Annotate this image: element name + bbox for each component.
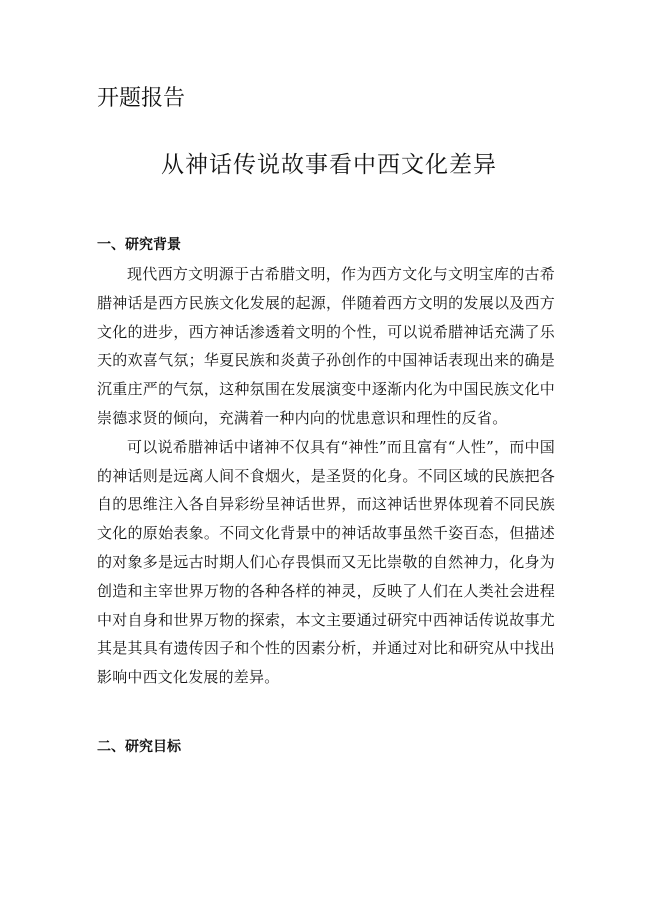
section-heading-objectives: 二、研究目标	[97, 738, 181, 755]
paragraph-background-1: 现代西方文明源于古希腊文明，作为西方文化与文明宝库的古希腊神话是西方民族文化发展的起源，伴随着西方文明的发展以及西方文化的进步，西方神话渗透着文明的个性，可以说希腊神话充满了乐天的欢喜气氛；华夏民族和炎黄子孙创作的中国神话表现出来的确是沉重庄严的气氛，这种氛围在发展演变中逐渐内化为中国民族文化中崇德求贤的倾向，充满着一种内向的忧患意识和理性的反省。	[97, 265, 555, 427]
section-heading-background: 一、研究背景	[97, 237, 181, 253]
report-label: 开题报告	[97, 86, 186, 111]
document-title: 从神话传说故事看中西文化差异	[161, 152, 497, 178]
paragraph-background-2: 可以说希腊神话中诸神不仅具有“神性”而且富有“人性”，而中国的神话则是远离人间不食烟火，是圣贤的化身。不同区域的民族把各自的思维注入各自异彩纷呈神话世界，而这神话世界体现着不同民族文化的原始表象。不同文化背景中的神话故事虽然千姿百态，但描述的对象多是远古时期人们心存畏惧而又无比崇敬的自然神力，化身为创造和主宰世界万物的各种各样的神灵，反映了人们在人类社会进程中对自身和世界万物的探索，本文主要通过研究中西神话传说故事尤其是其具有遗传因子和个性的因素分析，并通过对比和研究从中找出影响中西文化发展的差异。	[97, 437, 555, 687]
